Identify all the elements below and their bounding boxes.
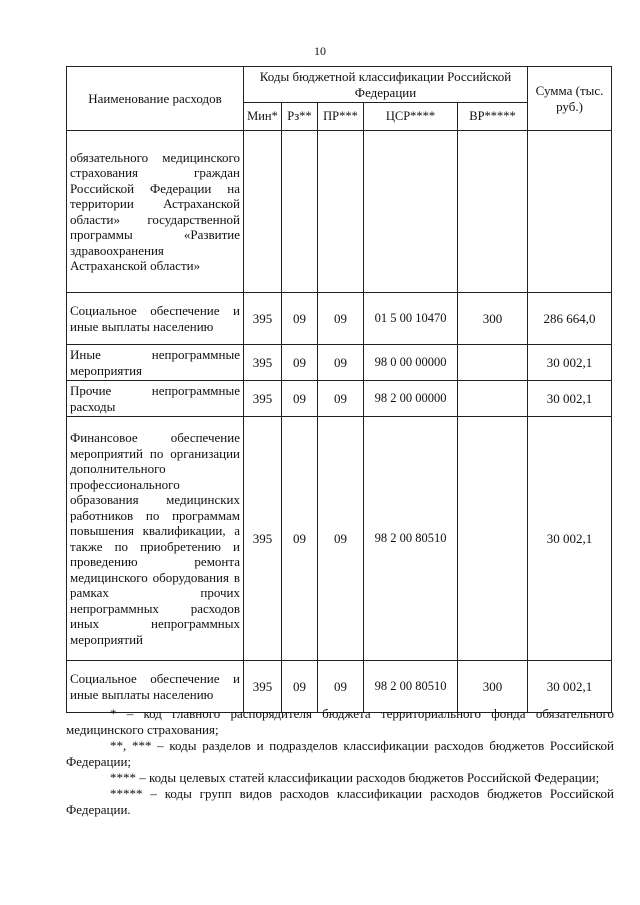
row-pr: 09 — [318, 293, 364, 345]
header-min: Мин* — [244, 103, 282, 131]
page-number: 10 — [314, 44, 326, 58]
row-csr: 01 5 00 10470 — [364, 293, 458, 345]
row-pr: 09 — [318, 345, 364, 381]
header-row-1 — [67, 67, 612, 103]
footnote-vr: ***** – коды групп видов расходов классификации расходов бюджетов Российской Федерации. — [66, 786, 614, 817]
table-row — [67, 417, 612, 661]
row-rz: 09 — [282, 661, 318, 713]
row-min: 395 — [244, 417, 282, 661]
row-min: 395 — [244, 661, 282, 713]
row-rz: 09 — [282, 381, 318, 417]
row-pr — [318, 131, 364, 293]
row-pr: 09 — [318, 381, 364, 417]
row-pr: 09 — [318, 661, 364, 713]
table-row — [67, 381, 612, 417]
row-name: Социальное обеспечение и иные выплаты населению — [67, 293, 244, 345]
row-name: Иные непрограммные мероприятия — [67, 345, 244, 381]
row-vr — [458, 345, 528, 381]
row-csr — [364, 131, 458, 293]
header-sum: Сумма (тыс. руб.) — [528, 67, 612, 131]
row-name: Финансовое обеспечение мероприятий по организации дополнительного профессионального образования медицинских работников по программам повышения квалификации, а также по приобретению и проведению ремонта медицинского оборудования в рамках прочих непрограммных расходов иных непрограммных мероприятий — [67, 417, 244, 661]
row-vr: 300 — [458, 661, 528, 713]
row-sum: 30 002,1 — [528, 661, 612, 713]
row-name: Прочие непрограммные расходы — [67, 381, 244, 417]
row-vr: 300 — [458, 293, 528, 345]
row-vr — [458, 131, 528, 293]
header-csr: ЦСР**** — [364, 103, 458, 131]
row-csr: 98 0 00 00000 — [364, 345, 458, 381]
footnotes — [66, 706, 614, 818]
row-rz — [282, 131, 318, 293]
header-rz: Рз** — [282, 103, 318, 131]
row-min: 395 — [244, 345, 282, 381]
row-csr: 98 2 00 80510 — [364, 417, 458, 661]
row-sum: 30 002,1 — [528, 417, 612, 661]
row-csr: 98 2 00 00000 — [364, 381, 458, 417]
row-min: 395 — [244, 381, 282, 417]
header-name: Наименование расходов — [67, 67, 244, 131]
row-sum: 30 002,1 — [528, 345, 612, 381]
row-min: 395 — [244, 293, 282, 345]
row-sum: 286 664,0 — [528, 293, 612, 345]
row-name: Социальное обеспечение и иные выплаты населению — [67, 661, 244, 713]
row-pr: 09 — [318, 417, 364, 661]
footnote-min: * – код главного распорядителя бюджета территориального фонда обязательного медицинского страхования; — [66, 706, 614, 737]
table-row — [67, 661, 612, 713]
footnote-rz-pr: **, *** – коды разделов и подразделов классификации расходов бюджетов Российской Федерации; — [66, 738, 614, 769]
budget-table — [66, 66, 612, 713]
row-csr: 98 2 00 80510 — [364, 661, 458, 713]
row-name: обязательного медицинского страхования граждан Российской Федерации на территории Астраханской области» государственной программы «Развитие здравоохранения Астраханской области» — [67, 131, 244, 293]
table-row — [67, 345, 612, 381]
row-sum: 30 002,1 — [528, 381, 612, 417]
table-row — [67, 293, 612, 345]
header-codes-group: Коды бюджетной классификации Российской Федерации — [244, 67, 528, 103]
row-sum — [528, 131, 612, 293]
table-row — [67, 131, 612, 293]
row-min — [244, 131, 282, 293]
row-rz: 09 — [282, 345, 318, 381]
row-rz: 09 — [282, 417, 318, 661]
row-vr — [458, 381, 528, 417]
header-vr: ВР***** — [458, 103, 528, 131]
footnote-csr: **** – коды целевых статей классификации расходов бюджетов Российской Федерации; — [110, 770, 600, 785]
header-pr: ПР*** — [318, 103, 364, 131]
row-vr — [458, 417, 528, 661]
row-rz: 09 — [282, 293, 318, 345]
